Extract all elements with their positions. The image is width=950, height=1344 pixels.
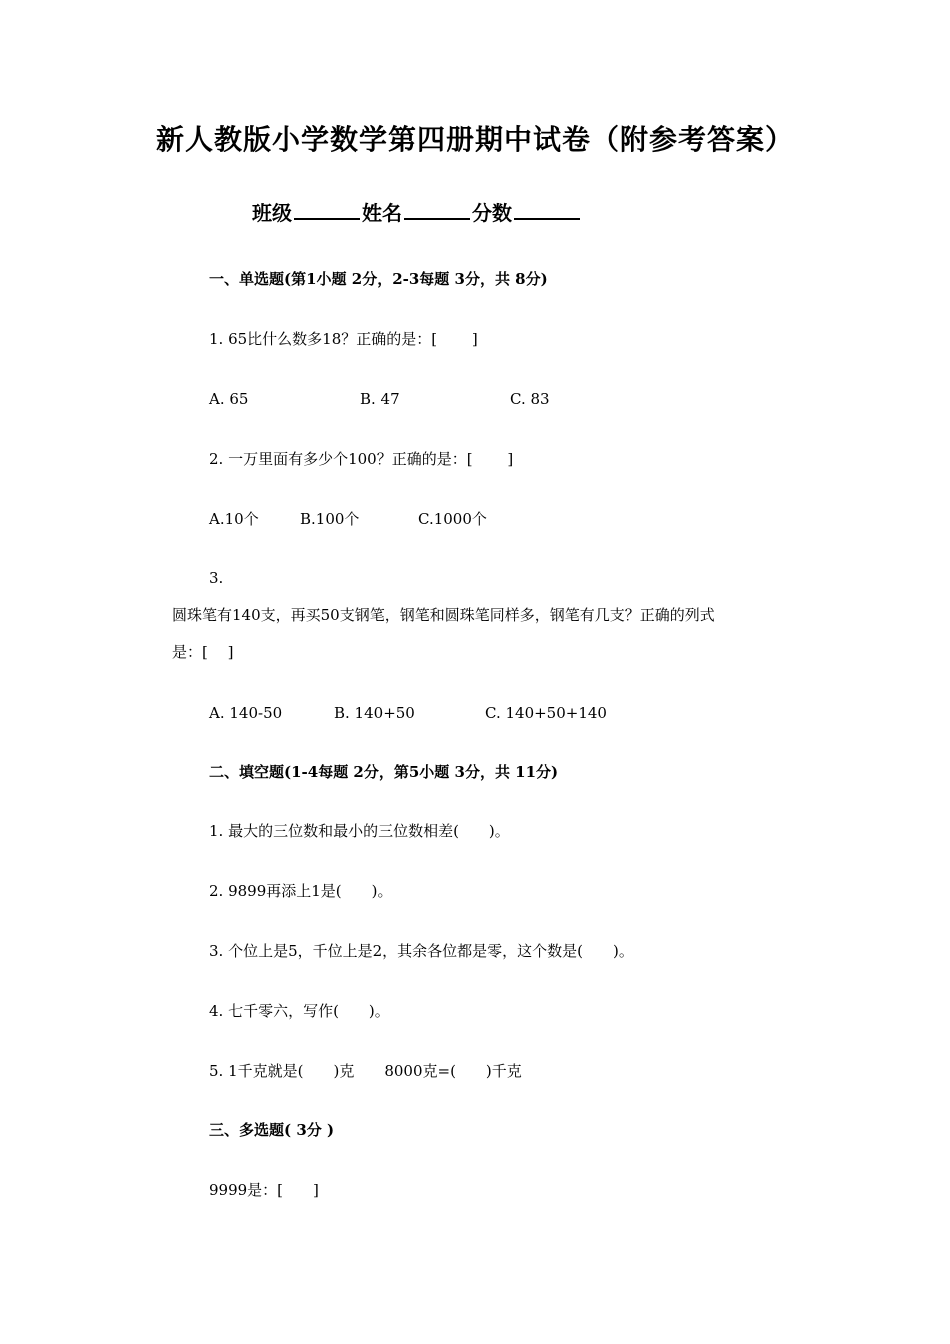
page-title: 新人教版小学数学第四册期中试卷（附参考答案）: [155, 123, 794, 156]
option-c: C. 83: [510, 390, 550, 408]
option-c: C.1000个: [418, 510, 487, 528]
fill-item-4: 4. 七千零六，写作( )。: [209, 1002, 390, 1020]
option-b: B.100个: [300, 510, 360, 528]
option-c: C. 140+50+140: [485, 704, 607, 722]
score-blank: [514, 200, 580, 220]
option-b: B. 47: [360, 390, 400, 408]
section-heading-multi-choice: 三、多选题( 3分 ): [209, 1121, 335, 1139]
class-blank: [294, 200, 360, 220]
fill-item-1: 1. 最大的三位数和最小的三位数相差( )。: [209, 822, 510, 840]
section-heading-single-choice: 一、单选题(第1小题 2分，2-3每题 3分，共 8分): [209, 270, 548, 288]
fill-item-2: 2. 9899再添上1是( )。: [209, 882, 393, 900]
question-1-1: 1. 65比什么数多18？正确的是：[ ]: [209, 330, 478, 348]
question-1-3-number: 3.: [209, 569, 224, 587]
option-a: A. 65: [209, 390, 249, 408]
fill-item-5: 5. 1千克就是( )克 8000克=( )千克: [209, 1062, 522, 1080]
section-heading-fill-blank: 二、填空题(1-4每题 2分，第5小题 3分，共 11分): [209, 763, 559, 781]
name-label: 姓名: [362, 201, 402, 225]
question-1-3-text-line2: 是：[ ]: [172, 643, 234, 661]
student-info-line: [252, 200, 582, 226]
question-1-2: 2. 一万里面有多少个100？正确的是：[ ]: [209, 450, 514, 468]
option-a: A. 140-50: [209, 704, 283, 722]
question-1-3-text-line1: 圆珠笔有140支，再买50支钢笔，钢笔和圆珠笔同样多，钢笔有几支？正确的列式: [172, 606, 715, 624]
fill-item-3: 3. 个位上是5，千位上是2，其余各位都是零，这个数是( )。: [209, 942, 634, 960]
score-label: 分数: [472, 201, 512, 225]
option-b: B. 140+50: [334, 704, 415, 722]
class-label: 班级: [252, 201, 292, 225]
option-a: A.10个: [209, 510, 259, 528]
name-blank: [404, 200, 470, 220]
multi-question-1: 9999是：[ ]: [209, 1181, 319, 1199]
